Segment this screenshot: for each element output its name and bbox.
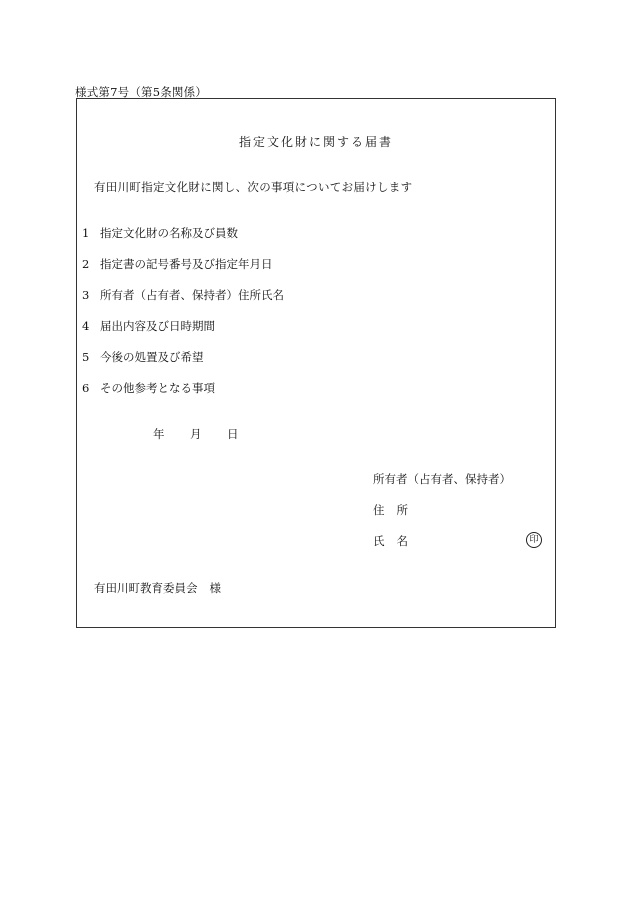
item-text: 届出内容及び日時期間 [100,319,215,333]
item-text: 今後の処置及び希望 [100,350,204,364]
item-number: 6 [82,381,90,395]
owner-block [373,471,511,564]
form-frame [76,98,556,628]
recipient-org: 有田川町教育委員会 [94,581,198,595]
item-number: 3 [82,288,90,302]
seal-mark: 印 [526,532,542,548]
date-day-label: 日 [227,427,239,441]
intro-text: 有田川町指定文化財に関し、次の事項についてお届けします [94,180,413,194]
address-label-second: 所 [396,503,408,517]
owner-label: 所有者（占有者、保持者） [373,472,511,486]
date-line [153,426,239,442]
name-label-first: 氏 [373,534,385,548]
item-text: 指定文化財の名称及び員数 [100,226,238,240]
list-item [82,287,284,318]
item-text: その他参考となる事項 [100,381,215,395]
item-number: 2 [82,257,90,271]
item-list [82,225,284,411]
address-label-first: 住 [373,503,385,517]
name-label-second: 名 [396,534,408,548]
list-item [82,349,284,380]
form-number: 様式第7号（第5条関係） [75,85,208,99]
recipient [94,580,221,596]
list-item [82,225,284,256]
name-row [373,533,511,564]
list-item [82,256,284,287]
list-item [82,380,284,411]
date-year-label: 年 [153,427,165,441]
item-text: 所有者（占有者、保持者）住所氏名 [100,288,284,302]
item-number: 4 [82,319,90,333]
recipient-honorific: 様 [209,581,221,595]
item-number: 5 [82,350,90,364]
date-month-label: 月 [190,427,202,441]
document-title: 指定文化財に関する届書 [238,135,393,149]
item-text: 指定書の記号番号及び指定年月日 [100,257,273,271]
list-item [82,318,284,349]
address-row [373,502,511,533]
item-number: 1 [82,226,90,240]
